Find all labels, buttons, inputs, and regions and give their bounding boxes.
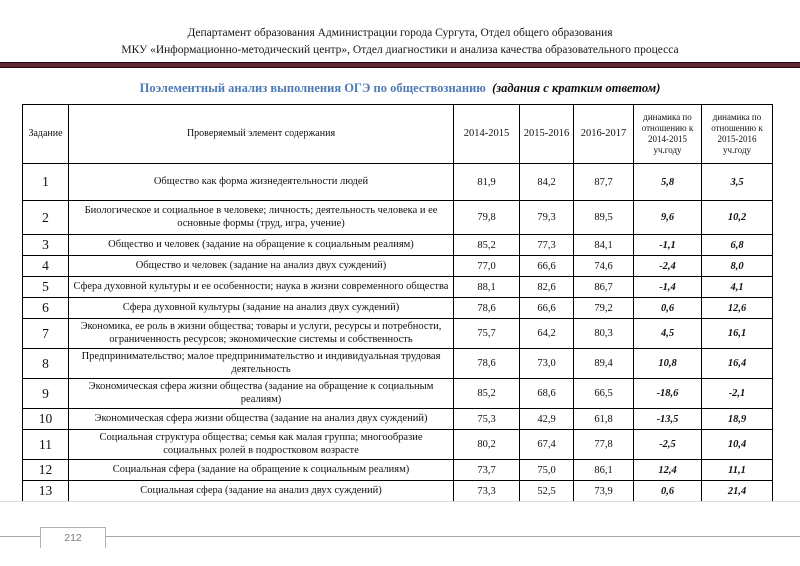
content-element: Социальная сфера (задание на анализ двух суждений)	[69, 481, 454, 502]
table-row	[23, 277, 773, 298]
dynamics-vs-2015-2016: -2,1	[702, 379, 773, 409]
content-element: Общество как форма жизнедеятельности людей	[69, 164, 454, 201]
task-number: 4	[23, 256, 69, 277]
header-line-1: Департамент образования Администрации города Сургута, Отдел общего образования	[187, 27, 613, 39]
dynamics-vs-2015-2016: 10,4	[702, 430, 773, 460]
column-header-dynamics-2015: динамика по отношению к 2015-2016 уч.году	[702, 105, 773, 164]
content-element: Общество и человек (задание на анализ двух суждений)	[69, 256, 454, 277]
task-number: 2	[23, 201, 69, 235]
value-2015-2016: 82,6	[520, 277, 574, 298]
page-title	[0, 81, 800, 96]
dynamics-vs-2014-2015: 9,6	[634, 201, 702, 235]
value-2014-2015: 78,6	[454, 298, 520, 319]
page-number-tab	[40, 527, 106, 548]
task-number: 10	[23, 409, 69, 430]
value-2016-2017: 86,1	[574, 460, 634, 481]
value-2015-2016: 42,9	[520, 409, 574, 430]
task-number: 5	[23, 277, 69, 298]
dynamics-vs-2015-2016: 16,1	[702, 319, 773, 349]
content-element: Социальная сфера (задание на обращение к социальным реалиям)	[69, 460, 454, 481]
dynamics-vs-2014-2015: 0,6	[634, 298, 702, 319]
dynamics-vs-2014-2015: 4,5	[634, 319, 702, 349]
content-element: Сфера духовной культуры и ее особенности; наука в жизни современного общества	[69, 277, 454, 298]
value-2014-2015: 85,2	[454, 235, 520, 256]
header-rule-divider	[0, 62, 800, 68]
content-element: Общество и человек (задание на обращение к социальным реалиям)	[69, 235, 454, 256]
table-row	[23, 319, 773, 349]
table-row	[23, 235, 773, 256]
value-2015-2016: 73,0	[520, 349, 574, 379]
column-header-dynamics-2014: динамика по отношению к 2014-2015 уч.году	[634, 105, 702, 164]
dynamics-vs-2015-2016: 21,4	[702, 481, 773, 502]
dynamics-vs-2014-2015: 12,4	[634, 460, 702, 481]
value-2016-2017: 87,7	[574, 164, 634, 201]
value-2014-2015: 75,7	[454, 319, 520, 349]
table-header	[23, 105, 773, 164]
value-2014-2015: 81,9	[454, 164, 520, 201]
task-number: 6	[23, 298, 69, 319]
value-2014-2015: 73,3	[454, 481, 520, 502]
table-row	[23, 201, 773, 235]
value-2016-2017: 84,1	[574, 235, 634, 256]
dynamics-vs-2015-2016: 11,1	[702, 460, 773, 481]
page-title-suffix-text: (задания с кратким ответом)	[492, 81, 661, 95]
column-header-2016-2017: 2016-2017	[574, 105, 634, 164]
value-2014-2015: 80,2	[454, 430, 520, 460]
value-2016-2017: 86,7	[574, 277, 634, 298]
table-body	[23, 164, 773, 502]
value-2015-2016: 52,5	[520, 481, 574, 502]
content-element: Экономическая сфера жизни общества (задание на анализ двух суждений)	[69, 409, 454, 430]
table-row	[23, 164, 773, 201]
footer-rule	[0, 536, 800, 537]
dynamics-vs-2014-2015: 10,8	[634, 349, 702, 379]
value-2015-2016: 77,3	[520, 235, 574, 256]
content-element: Экономическая сфера жизни общества (задание на обращение к социальным реалиям)	[69, 379, 454, 409]
table-row	[23, 379, 773, 409]
content-element: Экономика, ее роль в жизни общества; товары и услуги, ресурсы и потребности, ограниченность ресурсов; экономические системы и собственность	[69, 319, 454, 349]
column-header-2015-2016: 2015-2016	[520, 105, 574, 164]
column-header-2014-2015: 2014-2015	[454, 105, 520, 164]
task-number: 11	[23, 430, 69, 460]
table-row	[23, 481, 773, 502]
page-number: 212	[64, 532, 82, 544]
value-2016-2017: 73,9	[574, 481, 634, 502]
value-2014-2015: 78,6	[454, 349, 520, 379]
value-2015-2016: 84,2	[520, 164, 574, 201]
value-2015-2016: 79,3	[520, 201, 574, 235]
value-2015-2016: 66,6	[520, 256, 574, 277]
value-2015-2016: 64,2	[520, 319, 574, 349]
dynamics-vs-2015-2016: 6,8	[702, 235, 773, 256]
dynamics-vs-2015-2016: 16,4	[702, 349, 773, 379]
value-2014-2015: 79,8	[454, 201, 520, 235]
dynamics-vs-2014-2015: 0,6	[634, 481, 702, 502]
header-line-2: МКУ «Информационно-методический центр», Отдел диагностики и анализа качества образовательного процесса	[121, 44, 679, 56]
dynamics-vs-2014-2015: -13,5	[634, 409, 702, 430]
dynamics-vs-2015-2016: 10,2	[702, 201, 773, 235]
dynamics-vs-2014-2015: -1,4	[634, 277, 702, 298]
task-number: 13	[23, 481, 69, 502]
content-element: Биологическое и социальное в человеке; личность; деятельность человека и ее основные формы (труд, игра, учение)	[69, 201, 454, 235]
dynamics-vs-2015-2016: 3,5	[702, 164, 773, 201]
page-title-suffix	[489, 81, 660, 95]
value-2014-2015: 75,3	[454, 409, 520, 430]
dynamics-vs-2014-2015: 5,8	[634, 164, 702, 201]
value-2016-2017: 89,5	[574, 201, 634, 235]
task-number: 9	[23, 379, 69, 409]
analysis-table	[22, 104, 773, 502]
value-2016-2017: 80,3	[574, 319, 634, 349]
table-row	[23, 409, 773, 430]
dynamics-vs-2014-2015: -2,5	[634, 430, 702, 460]
page-title-main: Поэлементный анализ выполнения ОГЭ по обществознанию	[139, 81, 486, 95]
column-header-element: Проверяемый элемент содержания	[69, 105, 454, 164]
dynamics-vs-2015-2016: 4,1	[702, 277, 773, 298]
value-2014-2015: 88,1	[454, 277, 520, 298]
value-2016-2017: 66,5	[574, 379, 634, 409]
value-2015-2016: 67,4	[520, 430, 574, 460]
content-element: Предпринимательство; малое предпринимательство и индивидуальная трудовая деятельность	[69, 349, 454, 379]
value-2016-2017: 79,2	[574, 298, 634, 319]
dynamics-vs-2015-2016: 12,6	[702, 298, 773, 319]
table-row	[23, 349, 773, 379]
table-row	[23, 430, 773, 460]
value-2016-2017: 74,6	[574, 256, 634, 277]
dynamics-vs-2014-2015: -1,1	[634, 235, 702, 256]
value-2015-2016: 75,0	[520, 460, 574, 481]
content-element: Социальная структура общества; семья как малая группа; многообразие социальных ролей в подростковом возрасте	[69, 430, 454, 460]
task-number: 12	[23, 460, 69, 481]
content-element: Сфера духовной культуры (задание на анализ двух суждений)	[69, 298, 454, 319]
value-2015-2016: 68,6	[520, 379, 574, 409]
dynamics-vs-2015-2016: 8,0	[702, 256, 773, 277]
value-2015-2016: 66,6	[520, 298, 574, 319]
footer-boundary-line	[0, 501, 800, 502]
table-row	[23, 460, 773, 481]
value-2016-2017: 89,4	[574, 349, 634, 379]
task-number: 8	[23, 349, 69, 379]
task-number: 3	[23, 235, 69, 256]
table-row	[23, 298, 773, 319]
dynamics-vs-2014-2015: -18,6	[634, 379, 702, 409]
value-2016-2017: 61,8	[574, 409, 634, 430]
value-2014-2015: 85,2	[454, 379, 520, 409]
table-header-row	[23, 105, 773, 164]
dynamics-vs-2015-2016: 18,9	[702, 409, 773, 430]
value-2016-2017: 77,8	[574, 430, 634, 460]
column-header-task: Задание	[23, 105, 69, 164]
task-number: 7	[23, 319, 69, 349]
value-2014-2015: 77,0	[454, 256, 520, 277]
table-row	[23, 256, 773, 277]
document-header	[0, 0, 800, 59]
task-number: 1	[23, 164, 69, 201]
value-2014-2015: 73,7	[454, 460, 520, 481]
dynamics-vs-2014-2015: -2,4	[634, 256, 702, 277]
